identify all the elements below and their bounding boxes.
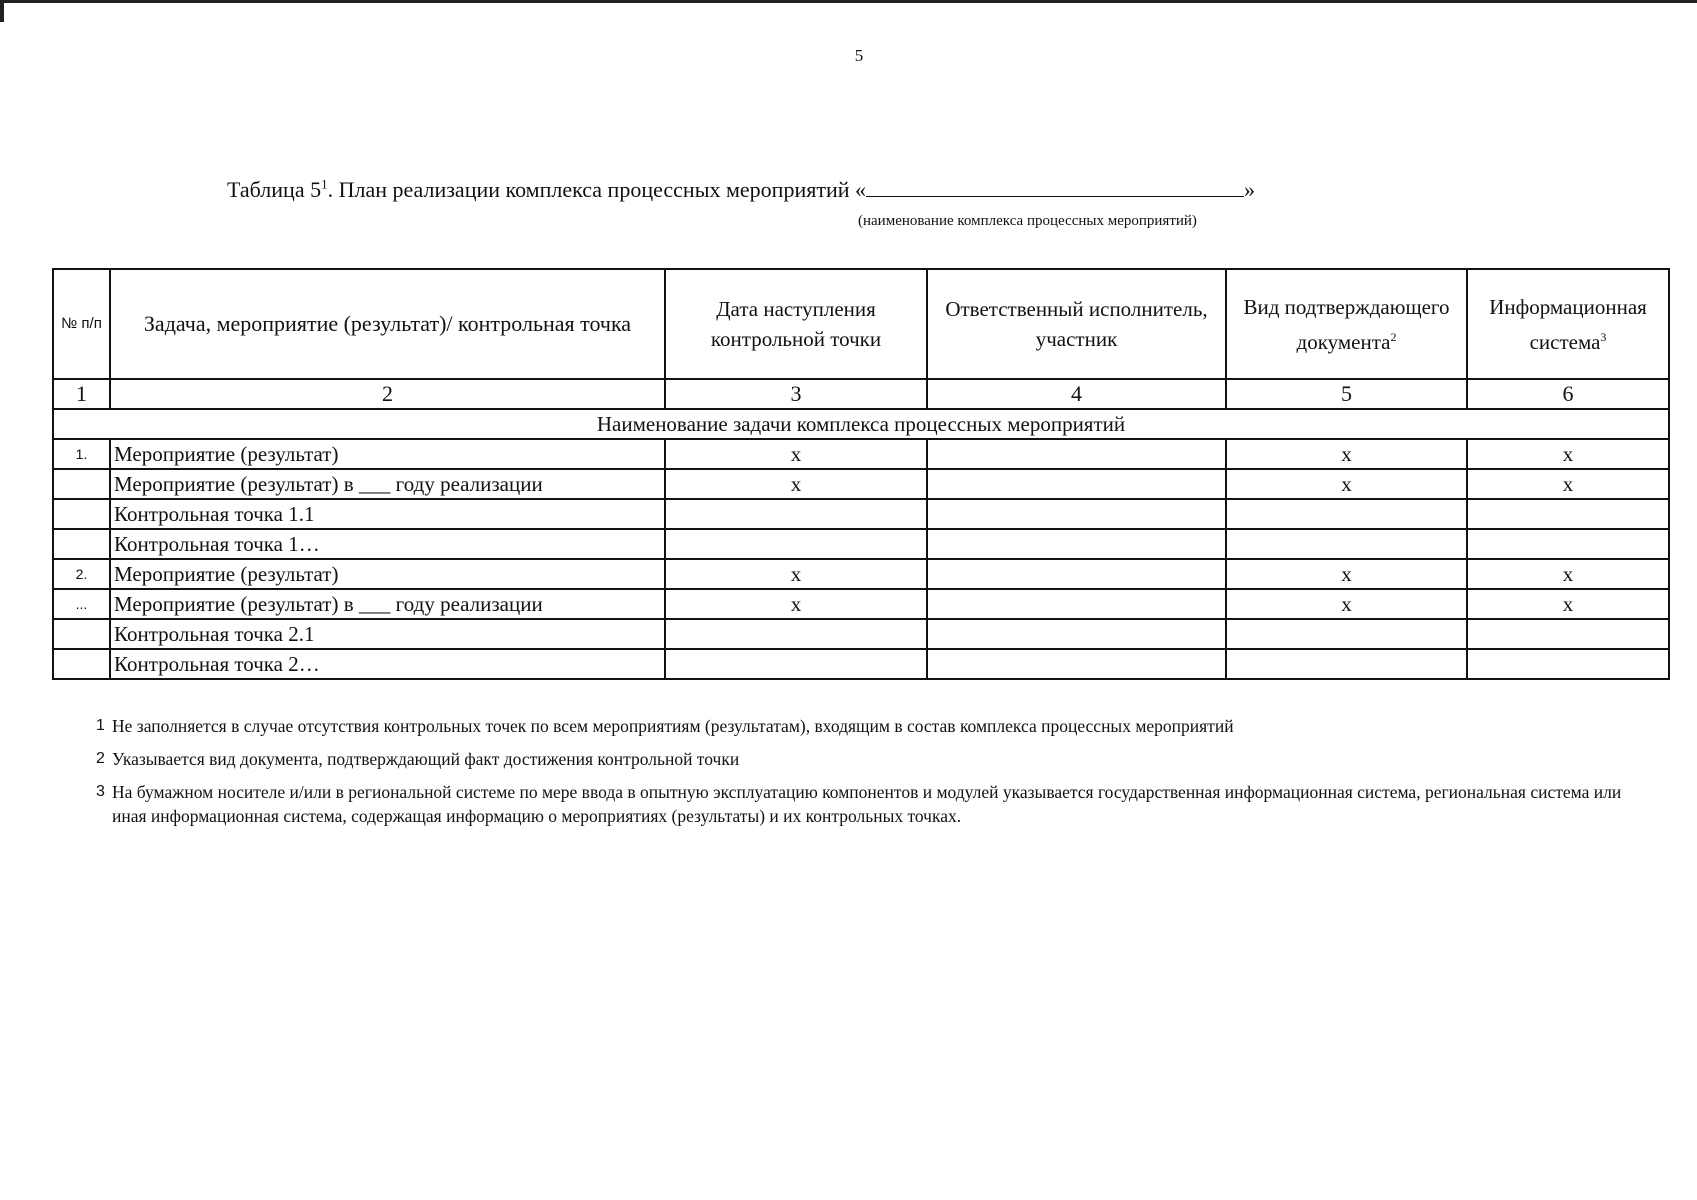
scan-edge-left	[0, 0, 4, 22]
scan-edge-top	[0, 0, 1697, 3]
row-name: Контрольная точка 2…	[110, 649, 665, 679]
row-information-system: x	[1467, 559, 1669, 589]
row-name: Контрольная точка 1.1	[110, 499, 665, 529]
complex-name-blank	[866, 176, 1244, 197]
column-number: 5	[1226, 379, 1467, 409]
row-date	[665, 529, 927, 559]
footnote-mark-2: 2	[1390, 329, 1397, 344]
row-document-type: x	[1226, 589, 1467, 619]
row-number	[53, 529, 110, 559]
row-number: 2.	[53, 559, 110, 589]
footnote	[96, 714, 1656, 738]
row-number	[53, 499, 110, 529]
column-number: 6	[1467, 379, 1669, 409]
row-document-type	[1226, 619, 1467, 649]
header-responsible: Ответственный исполнитель, участник	[927, 269, 1226, 379]
header-date: Дата наступления контрольной точки	[665, 269, 927, 379]
column-number-row	[53, 379, 1669, 409]
row-number	[53, 469, 110, 499]
table-row	[53, 469, 1669, 499]
footnotes	[96, 714, 1656, 837]
table-row	[53, 589, 1669, 619]
table-row	[53, 529, 1669, 559]
implementation-plan-table	[52, 268, 1670, 680]
row-date	[665, 499, 927, 529]
table-title-prefix: Таблица 5	[227, 177, 322, 202]
group-title: Наименование задачи комплекса процессных мероприятий	[53, 409, 1669, 439]
footnote-mark-3: 3	[1600, 329, 1607, 344]
table-row	[53, 619, 1669, 649]
footnote-text: На бумажном носителе и/или в региональной системе по мере ввода в опытную эксплуатацию компонентов и модулей указывается государственная информационная система, региональная система или иная информационная система, содержащая информацию о мероприятиях (результаты) и их контрольных точках.	[112, 782, 1622, 826]
row-document-type: x	[1226, 559, 1467, 589]
row-responsible	[927, 529, 1226, 559]
row-responsible	[927, 589, 1226, 619]
row-name: Мероприятие (результат) в ___ году реализации	[110, 469, 665, 499]
row-number: 1.	[53, 439, 110, 469]
row-date: x	[665, 589, 927, 619]
table-row	[53, 649, 1669, 679]
column-number: 3	[665, 379, 927, 409]
row-number	[53, 619, 110, 649]
row-date	[665, 619, 927, 649]
row-information-system: x	[1467, 469, 1669, 499]
row-responsible	[927, 649, 1226, 679]
footnote	[96, 747, 1656, 771]
table-title-suffix: »	[1244, 177, 1256, 202]
footnote-text: Указывается вид документа, подтверждающий факт достижения контрольной точки	[112, 749, 740, 769]
row-responsible	[927, 469, 1226, 499]
row-number: ...	[53, 589, 110, 619]
table-header-row	[53, 269, 1669, 379]
column-number: 4	[927, 379, 1226, 409]
row-responsible	[927, 559, 1226, 589]
row-document-type: x	[1226, 469, 1467, 499]
column-number: 1	[53, 379, 110, 409]
footnote-number: 1	[96, 717, 105, 734]
row-name: Контрольная точка 2.1	[110, 619, 665, 649]
row-responsible	[927, 499, 1226, 529]
row-date: x	[665, 559, 927, 589]
row-responsible	[927, 439, 1226, 469]
row-name: Мероприятие (результат)	[110, 559, 665, 589]
row-information-system	[1467, 619, 1669, 649]
row-information-system	[1467, 499, 1669, 529]
group-title-row	[53, 409, 1669, 439]
table-row	[53, 559, 1669, 589]
row-name: Контрольная точка 1…	[110, 529, 665, 559]
row-date: x	[665, 439, 927, 469]
table-row	[53, 499, 1669, 529]
row-information-system: x	[1467, 589, 1669, 619]
row-name: Мероприятие (результат)	[110, 439, 665, 469]
table-row	[53, 439, 1669, 469]
row-name: Мероприятие (результат) в ___ году реализации	[110, 589, 665, 619]
footnote-text: Не заполняется в случае отсутствия контрольных точек по всем мероприятиям (результатам), входящим в состав комплекса процессных мероприятий	[112, 716, 1234, 736]
table-title	[227, 176, 1255, 203]
column-number: 2	[110, 379, 665, 409]
header-document-type: Вид подтверждающего документа$^2$	[1226, 269, 1467, 379]
row-date	[665, 649, 927, 679]
row-number	[53, 649, 110, 679]
table-title-footnote-mark: 1	[321, 176, 328, 192]
header-information-system: Информационная система$^3$	[1467, 269, 1669, 379]
row-document-type	[1226, 499, 1467, 529]
page-number: 5	[854, 46, 864, 65]
row-information-system	[1467, 649, 1669, 679]
row-information-system: x	[1467, 439, 1669, 469]
complex-name-caption: (наименование комплекса процессных мероприятий)	[858, 213, 1197, 229]
row-document-type	[1226, 649, 1467, 679]
header-task: Задача, мероприятие (результат)/ контрольная точка	[110, 269, 665, 379]
table-title-text: . План реализации комплекса процессных мероприятий «	[327, 177, 867, 202]
row-responsible	[927, 619, 1226, 649]
header-number: № п/п	[53, 269, 110, 379]
footnote-number: 2	[96, 750, 105, 767]
row-document-type: x	[1226, 439, 1467, 469]
footnote	[96, 780, 1656, 828]
row-date: x	[665, 469, 927, 499]
footnote-number: 3	[96, 783, 105, 800]
row-document-type	[1226, 529, 1467, 559]
row-information-system	[1467, 529, 1669, 559]
